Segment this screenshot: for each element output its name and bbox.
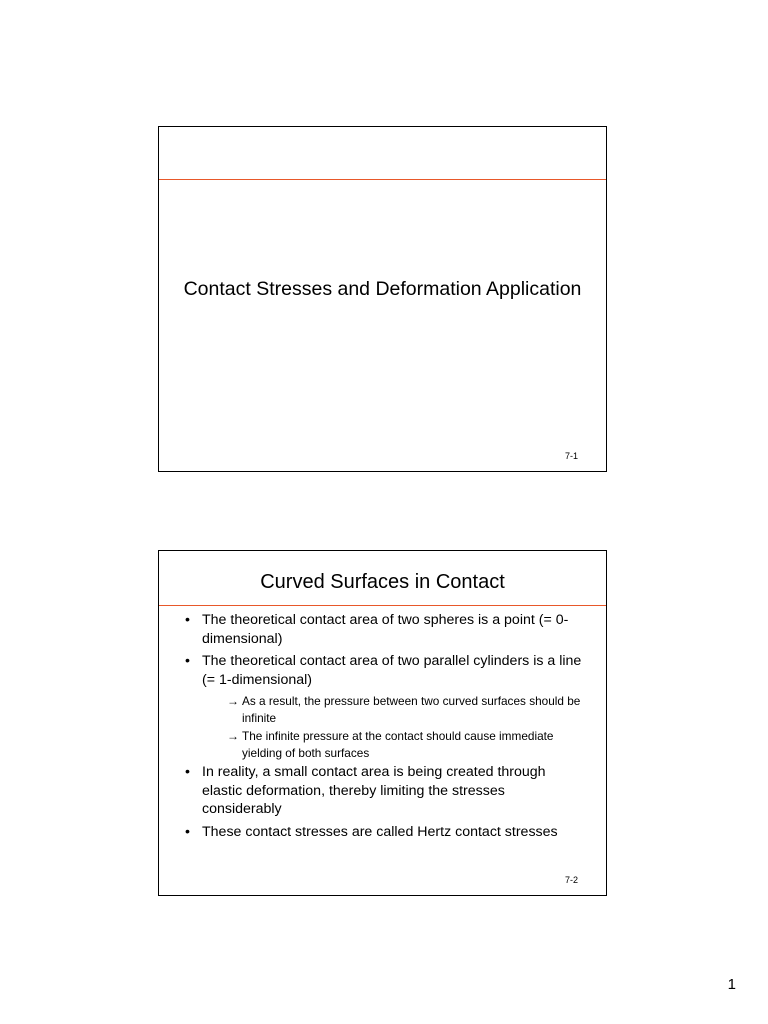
slide-header-rule [159,179,606,180]
slide-title: Curved Surfaces in Contact [260,571,505,593]
slide-number: 7-1 [564,451,578,461]
slide-number: 7-2 [564,875,578,885]
bullet-marker: • [185,823,190,840]
page-number: 1 [727,976,736,993]
bullet-text: The theoretical contact area of two spheres is a point (= 0-dimensional) [202,612,569,647]
bullet-item [179,823,588,842]
bullet-text: In reality, a small contact area is being created through elastic deformation, thereby limiting the stresses considerably [202,764,546,817]
sub-bullet-text: As a result, the pressure between two curved surfaces should be infinite [242,694,581,725]
slide-7-1 [158,126,607,472]
slide-title: Contact Stresses and Deformation Application [183,278,582,300]
bullet-marker: • [185,612,190,628]
slide-header-rule [159,605,606,606]
sub-bullet-text: The infinite pressure at the contact should cause immediate yielding of both surfaces [242,729,554,760]
bullet-list [179,611,588,845]
bullet-marker: • [185,764,190,780]
arrow-icon: → [227,729,239,743]
bullet-item [179,611,588,648]
bullet-item [179,652,588,689]
bullet-item [179,763,588,819]
bullet-text: The theoretical contact area of two parallel cylinders is a line (= 1-dimensional) [202,653,582,688]
bullet-text: These contact stresses are called Hertz contact stresses [202,823,558,840]
slide-7-2 [158,550,607,896]
sub-bullet-item [179,693,588,726]
bullet-marker: • [185,653,190,669]
sub-bullet-item [179,728,588,761]
arrow-icon: → [227,694,239,708]
